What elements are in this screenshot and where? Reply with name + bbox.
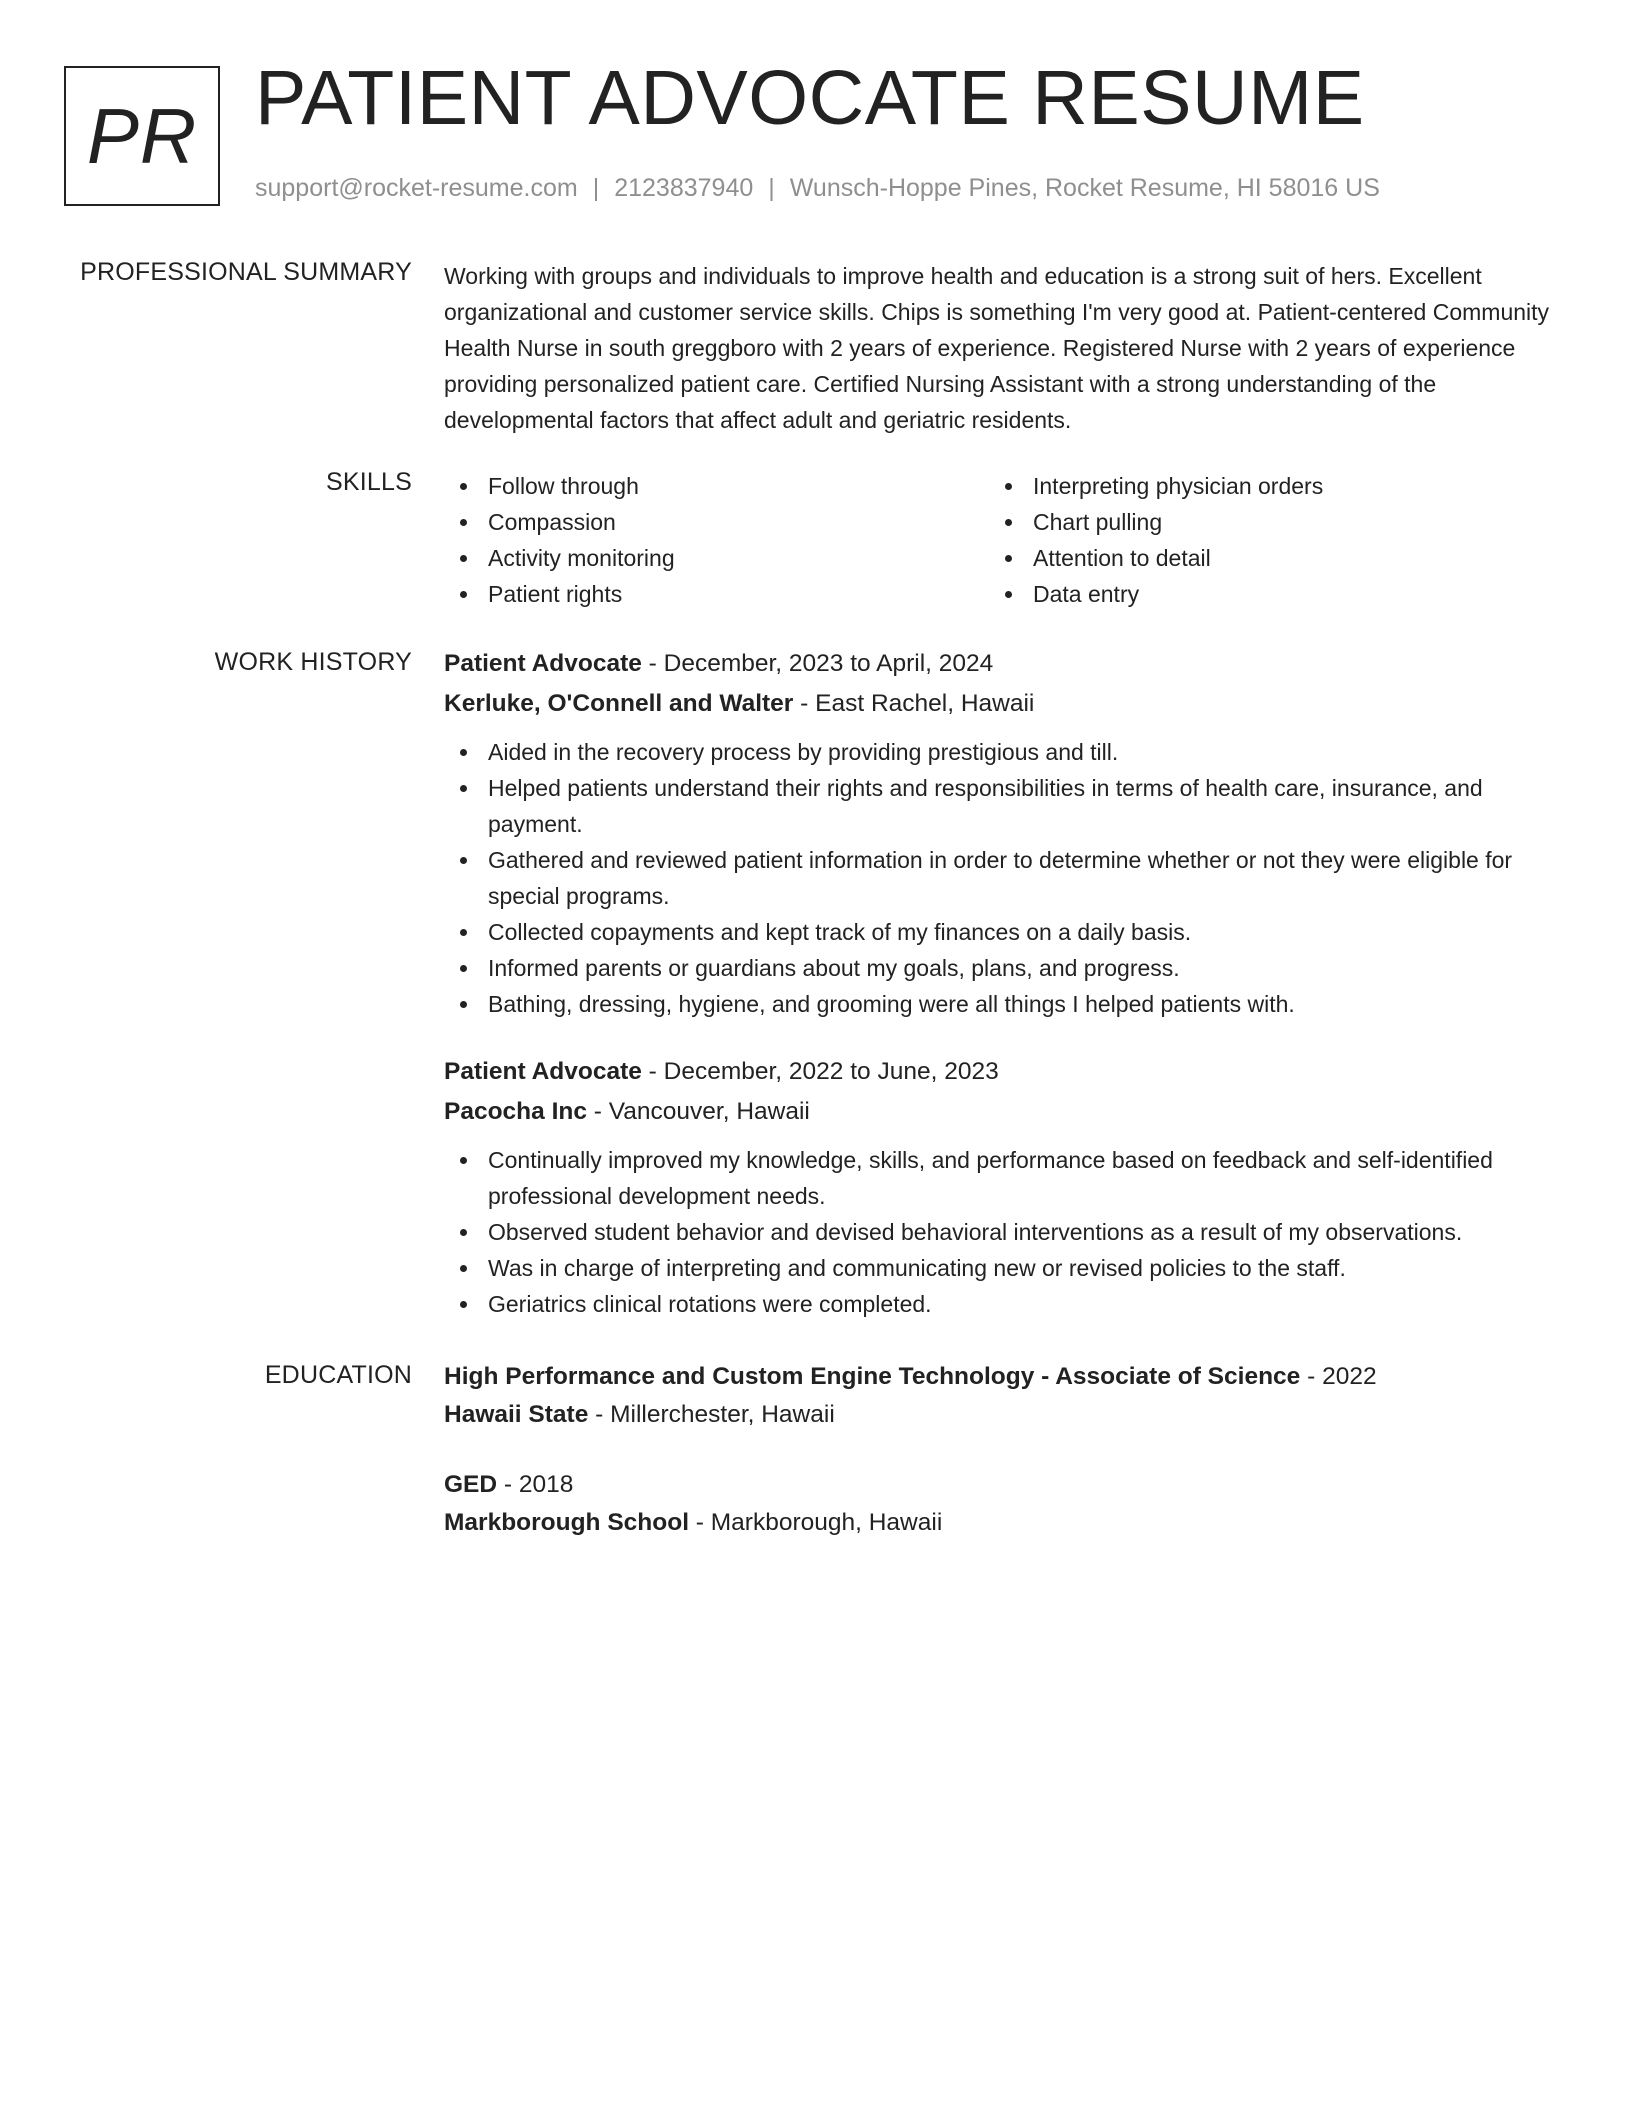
education-degree-line xyxy=(444,1466,1560,1504)
job-dates: - December, 2023 to April, 2024 xyxy=(641,650,994,677)
work-history-body xyxy=(444,644,1560,1322)
education-school: Markborough School xyxy=(444,1509,689,1536)
job-duty-item: Bathing, dressing, hygiene, and grooming were all things I helped patients with. xyxy=(444,986,1560,1022)
job-dates: - December, 2022 to June, 2023 xyxy=(641,1058,999,1085)
job-title: Patient Advocate xyxy=(444,1058,642,1085)
monogram-initials: PR xyxy=(86,91,198,180)
job-title-line xyxy=(444,1052,1560,1092)
job-duty-item: Was in charge of interpreting and communicating new or revised policies to the staff. xyxy=(444,1250,1560,1286)
skills-body xyxy=(444,468,1560,612)
section-label-summary: PROFESSIONAL SUMMARY xyxy=(80,258,412,286)
contact-separator: | xyxy=(768,174,775,202)
job-entry xyxy=(444,644,1560,1022)
education-degree: High Performance and Custom Engine Technology - Associate of Science xyxy=(444,1363,1301,1390)
education-school: Hawaii State xyxy=(444,1401,589,1428)
skill-item: Compassion xyxy=(444,504,989,540)
skill-item: Data entry xyxy=(989,576,1534,612)
section-label-work-history: WORK HISTORY xyxy=(214,648,412,676)
page-title: PATIENT ADVOCATE RESUME xyxy=(255,55,1365,141)
contact-separator: | xyxy=(592,174,600,202)
summary-text: Working with groups and individuals to improve health and education is a strong suit of hers. Excellent organizational and customer service skills. Chips is something I'm very good at. Patient-centered Community Health Nurse in south greggboro with 2 years of experience. Registered Nurse with 2 years of experience providing personalized patient care. Certified Nursing Assistant with a strong understanding of the developmental factors that affect adult and geriatric residents. xyxy=(444,263,1550,433)
contact-address: Wunsch-Hoppe Pines, Rocket Resume, HI 58016 US xyxy=(789,174,1380,202)
skill-item: Activity monitoring xyxy=(444,540,989,576)
education-location: - Markborough, Hawaii xyxy=(689,1509,943,1536)
education-school-line xyxy=(444,1504,1560,1542)
contact-line xyxy=(255,174,1380,203)
education-entry xyxy=(444,1358,1560,1434)
job-entry xyxy=(444,1052,1560,1322)
skill-item: Attention to detail xyxy=(989,540,1534,576)
job-company: Kerluke, O'Connell and Walter xyxy=(444,690,794,717)
skill-item: Interpreting physician orders xyxy=(989,468,1534,504)
job-duty-item: Continually improved my knowledge, skills, and performance based on feedback and self-identified professional development needs. xyxy=(444,1142,1560,1214)
education-location: - Millerchester, Hawaii xyxy=(588,1401,835,1428)
education-year: - 2018 xyxy=(497,1471,574,1498)
skills-column-left xyxy=(444,468,989,612)
skill-item: Follow through xyxy=(444,468,989,504)
job-duty-item: Observed student behavior and devised behavioral interventions as a result of my observations. xyxy=(444,1214,1560,1250)
job-duties-list xyxy=(444,734,1560,1022)
contact-phone[interactable]: 2123837940 xyxy=(614,174,754,202)
education-body xyxy=(444,1358,1560,1542)
job-duties-list xyxy=(444,1142,1560,1322)
job-title: Patient Advocate xyxy=(444,650,642,677)
job-duty-item: Informed parents or guardians about my goals, plans, and progress. xyxy=(444,950,1560,986)
job-duty-item: Geriatrics clinical rotations were completed. xyxy=(444,1286,1560,1322)
job-duty-item: Gathered and reviewed patient information in order to determine whether or not they were eligible for special programs. xyxy=(444,842,1560,914)
summary-body xyxy=(444,258,1560,438)
education-degree-line xyxy=(444,1358,1560,1396)
education-degree: GED xyxy=(444,1471,498,1498)
job-duty-item: Aided in the recovery process by providing prestigious and till. xyxy=(444,734,1560,770)
monogram-box xyxy=(64,66,220,206)
job-location: - Vancouver, Hawaii xyxy=(586,1098,810,1125)
skill-item: Chart pulling xyxy=(989,504,1534,540)
skills-grid xyxy=(444,468,1560,612)
skill-item: Patient rights xyxy=(444,576,989,612)
job-company-line xyxy=(444,1092,1560,1132)
job-company: Pacocha Inc xyxy=(444,1098,587,1125)
section-label-education: EDUCATION xyxy=(264,1361,412,1389)
education-entry xyxy=(444,1466,1560,1542)
skills-column-right xyxy=(989,468,1534,612)
job-title-line xyxy=(444,644,1560,684)
education-year: - 2022 xyxy=(1300,1363,1377,1390)
education-school-line xyxy=(444,1396,1560,1434)
job-company-line xyxy=(444,684,1560,724)
section-label-skills: SKILLS xyxy=(326,468,412,496)
job-duty-item: Helped patients understand their rights and responsibilities in terms of health care, insurance, and payment. xyxy=(444,770,1560,842)
job-location: - East Rachel, Hawaii xyxy=(793,690,1035,717)
contact-email[interactable]: support@rocket-resume.com xyxy=(255,174,578,202)
job-duty-item: Collected copayments and kept track of my finances on a daily basis. xyxy=(444,914,1560,950)
